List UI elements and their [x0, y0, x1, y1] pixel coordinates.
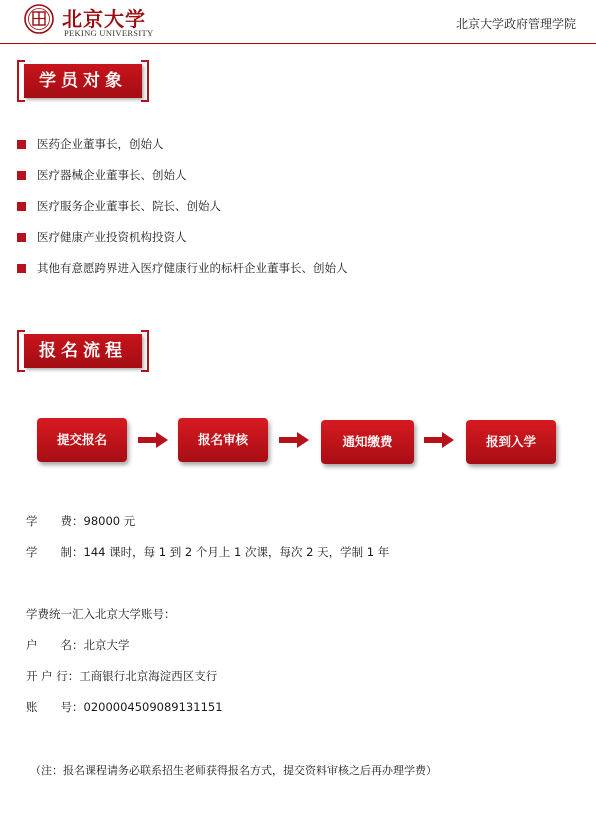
step-enroll: 报到入学 [466, 420, 556, 464]
section-title-students [17, 60, 149, 102]
list-item: 医疗服务企业董事长、院长、创始人 [17, 199, 348, 230]
bullet-square-icon [17, 233, 26, 242]
section-title-process [17, 330, 149, 372]
page-header [0, 0, 596, 44]
title-frame-right [141, 60, 149, 102]
arrow-right-icon [138, 432, 168, 448]
bullet-square-icon [17, 202, 26, 211]
logo-wordmark: 北京大学 [62, 7, 146, 31]
list-item: 其他有意愿跨界进入医疗健康行业的标杆企业董事长、创始人 [17, 261, 348, 292]
account-bank-row [26, 668, 217, 684]
title-frame-right [141, 330, 149, 372]
account-name-row [26, 637, 130, 653]
schedule-label: 学 制： [26, 545, 84, 559]
header-divider [0, 43, 596, 44]
account-number-value: 0200004509089131151 [83, 700, 223, 714]
account-intro: 学费统一汇入北京大学账号： [26, 607, 176, 621]
step-review: 报名审核 [178, 418, 268, 462]
section-title-label: 报名流程 [24, 334, 142, 368]
account-name-value: 北京大学 [83, 638, 130, 652]
org-name: 北京大学政府管理学院 [455, 17, 576, 31]
schedule-value: 144 课时，每 1 到 2 个月上 1 次课，每次 2 天，学制 1 年 [83, 545, 390, 559]
students-list [17, 137, 348, 292]
logo-english: PEKING UNIVERSITY [64, 28, 154, 38]
account-name-label: 户 名： [26, 638, 84, 652]
tuition-label: 学 费： [26, 514, 84, 528]
bullet-square-icon [17, 140, 26, 149]
bullet-square-icon [17, 264, 26, 273]
list-item: 医疗健康产业投资机构投资人 [17, 230, 348, 261]
account-number-row [26, 699, 223, 715]
schedule-row [26, 544, 389, 560]
account-bank-value: 工商银行北京海淀西区支行 [79, 669, 218, 683]
account-number-label: 账 号： [26, 700, 84, 714]
account-bank-label: 开 户 行： [26, 669, 80, 683]
step-submit: 提交报名 [37, 418, 127, 462]
step-payment: 通知缴费 [321, 420, 414, 464]
arrow-right-icon [424, 432, 454, 448]
tuition-row [26, 513, 135, 529]
list-item: 医药企业董事长，创始人 [17, 137, 348, 168]
list-item: 医疗器械企业董事长、创始人 [17, 168, 348, 199]
tuition-value: 98000 元 [83, 514, 136, 528]
arrow-right-icon [279, 432, 309, 448]
section-title-label: 学员对象 [24, 64, 142, 98]
bullet-square-icon [17, 171, 26, 180]
registration-note: （注：报名课程请务必联系招生老师获得报名方式，提交资料审核之后再办理学费） [30, 764, 437, 777]
pku-seal-icon [24, 4, 54, 34]
